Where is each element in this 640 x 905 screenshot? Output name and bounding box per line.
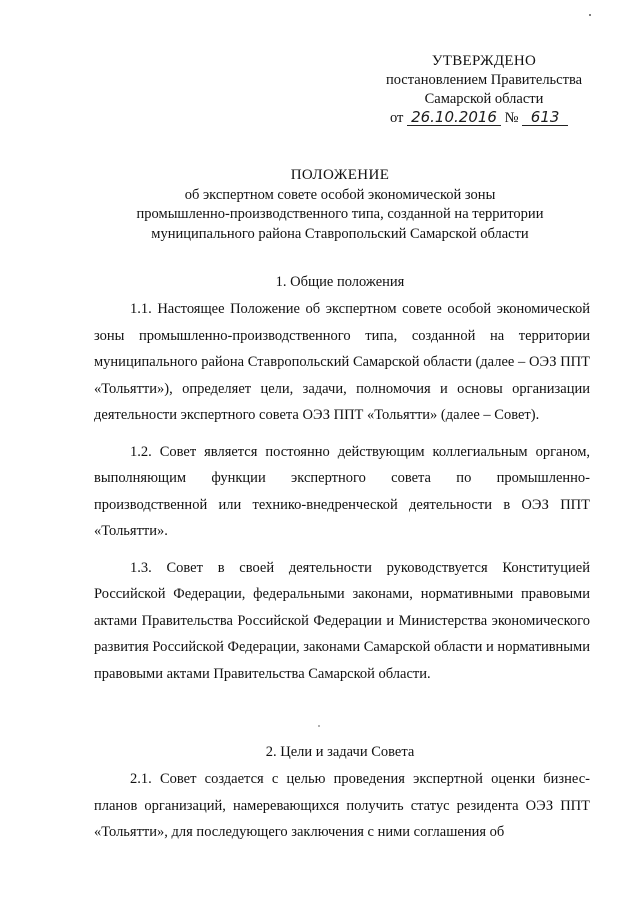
approval-line-2: Самарской области: [424, 91, 544, 107]
approval-date-line: [384, 109, 584, 128]
approval-stamp-block: [384, 52, 584, 128]
section-1-body: [94, 296, 590, 697]
paragraph-1-2: 1.2. Совет является постоянно действующим коллегиальным органом, выполняющим функции экспертного совета по промышленно-производственной или технико-внедренческой деятельности в ОЭЗ ППТ «Тольятти».: [94, 443, 590, 539]
paragraph-2-1: 2.1. Совет создается с целью проведения экспертной оценки бизнес-планов организаций, намеревающихся получить статус резидента ОЭЗ ППТ «Тольятти», для последующего заключения с ними соглашения об: [94, 771, 590, 840]
document-subtitle-line-3: муниципального района Ставропольский Самарской области: [151, 225, 529, 242]
section-1-heading: 1. Общие положения: [275, 274, 405, 290]
paragraph-1-1: 1.1. Настоящее Положение об экспертном совете особой экономической зоны промышленно-производственного типа, созданной на территории муниципального района Ставропольский Самарской области (далее – ОЭЗ ППТ «Тольятти»), определяет цели, задачи, полномочия и основы организации деятельности экспертного совета ОЭЗ ППТ «Тольятти» (далее – Совет).: [94, 301, 590, 423]
date-prefix: от: [390, 110, 404, 126]
document-title-block: [90, 166, 590, 244]
document-subtitle-line-1: об экспертном совете особой экономической зоны: [184, 186, 496, 203]
approval-heading: УТВЕРЖДЕНО: [431, 53, 537, 69]
document-title: ПОЛОЖЕНИЕ: [290, 167, 390, 183]
handwritten-date: 26.10.2016: [407, 109, 501, 126]
handwritten-number: 613: [522, 109, 568, 126]
paragraph-1-3: 1.3. Совет в своей деятельности руководствуется Конституцией Российской Федерации, федеральными законами, нормативными правовыми актами Правительства Российской Федерации и Министерства экономического развития Российской Федерации, законами Самарской области и нормативными правовыми актами Правительства Самарской области.: [94, 559, 590, 682]
document-subtitle-line-2: промышленно-производственного типа, созданной на территории: [136, 206, 544, 222]
approval-line-1: постановлением Правительства: [385, 72, 583, 88]
scan-speck: [318, 725, 320, 727]
section-2-heading: 2. Цели и задачи Совета: [265, 744, 415, 760]
section-2-body: [94, 766, 590, 856]
scan-speck: [589, 14, 591, 16]
number-sign: №: [504, 110, 519, 126]
